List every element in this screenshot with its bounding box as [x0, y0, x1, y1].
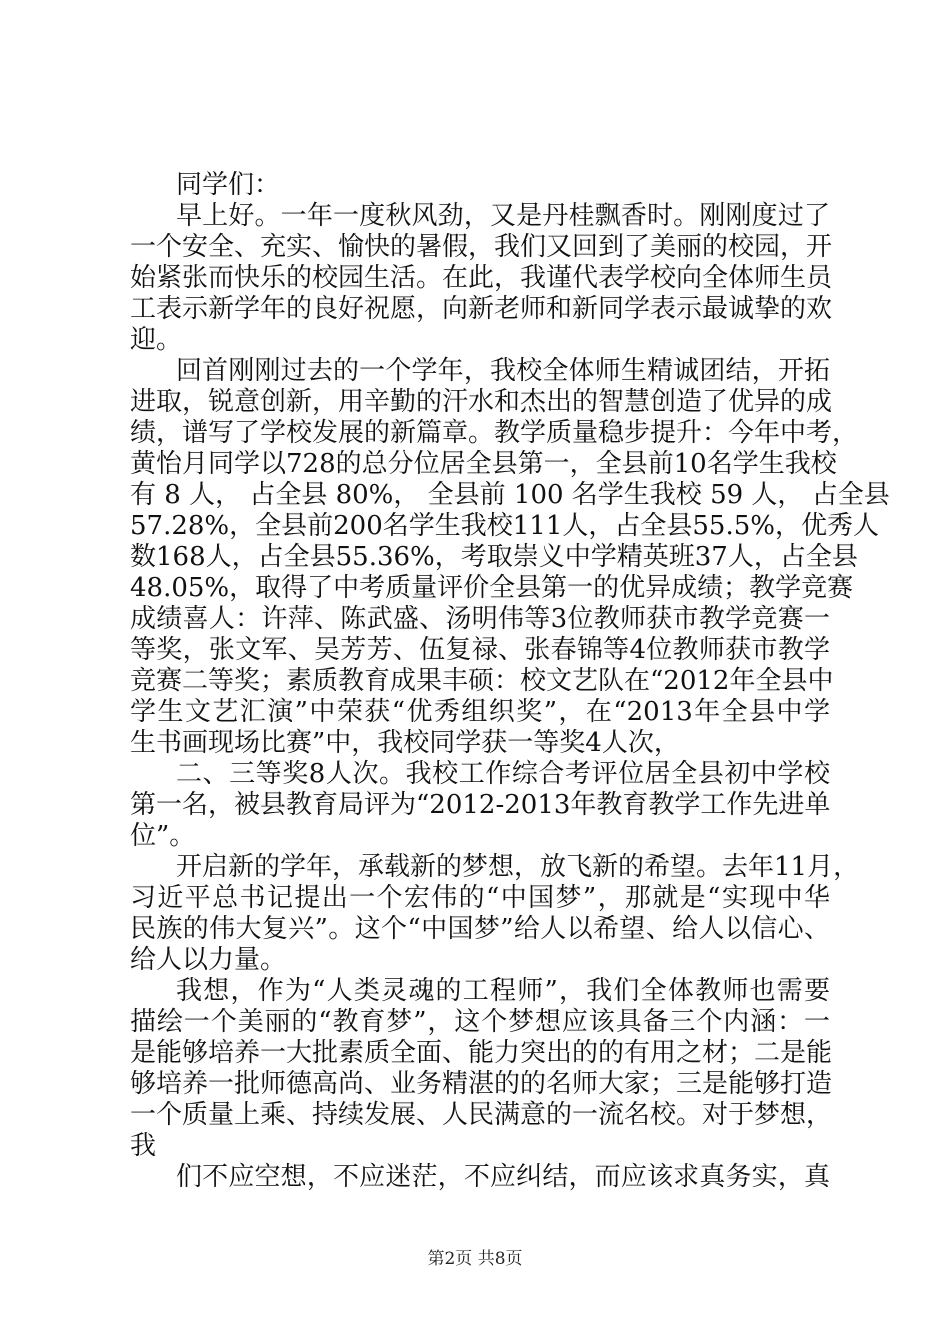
text-line: 生书画现场比赛”中，我校同学获一等奖4人次，	[130, 728, 680, 758]
text-line: 数168人，占全县55.36%，考取崇义中学精英班37人，占全县	[130, 542, 858, 572]
text-line: 竞赛二等奖；素质教育成果丰硕：校文艺队在“2012年全县中	[130, 666, 834, 696]
text-line: 学生文艺汇演”中荣获“优秀组织奖”，在“2013年全县中学	[130, 697, 830, 727]
text-line: 回首刚刚过去的一个学年，我校全体师生精诚团结，开拓	[176, 356, 830, 386]
text-line: 始紧张而快乐的校园生活。在此，我谨代表学校向全体师生员	[130, 263, 833, 293]
text-line: 习近平总书记提出一个宏伟的“中国梦”，那就是“实现中华	[130, 883, 830, 913]
text-line: 48.05%，取得了中考质量评价全县第一的优异成绩；教学竞赛	[130, 573, 854, 603]
text-line: 等奖，张文军、吴芳芳、伍复禄、张春锦等4位教师获市教学	[130, 635, 830, 665]
text-line: 描绘一个美丽的“教育梦”，这个梦想应该具备三个内涵：一	[130, 1007, 830, 1037]
text-line: 同学们：	[176, 170, 281, 200]
text-line: 绩，谱写了学校发展的新篇章。教学质量稳步提升：今年中考，	[130, 418, 859, 448]
text-line: 早上好。一年一度秋风劲，又是丹桂飘香时。刚刚度过了	[176, 201, 830, 231]
text-line: 我	[130, 1131, 157, 1161]
text-line: 第一名，被县教育局评为“2012-2013年教育教学工作先进单	[130, 790, 831, 820]
text-line: 们不应空想，不应迷茫，不应纠结，而应该求真务实，真	[176, 1162, 830, 1192]
text-line: 57.28%，全县前200名学生我校111人，占全县55.5%，优秀人	[130, 511, 879, 541]
text-line: 成绩喜人：许萍、陈武盛、汤明伟等3位教师获市教学竞赛一	[130, 604, 830, 634]
text-line: 我想，作为“人类灵魂的工程师”，我们全体教师也需要	[176, 976, 830, 1006]
text-line: 够培养一批师德高尚、业务精湛的的名师大家；三是能够打造	[130, 1069, 833, 1099]
text-line: 黄怡月同学以728的总分位居全县第一，全县前10名学生我校	[130, 449, 837, 479]
text-line: 进取，锐意创新，用辛勤的汗水和杰出的智慧创造了优异的成	[130, 387, 833, 417]
text-line: 是能够培养一大批素质全面、能力突出的的有用之材；二是能	[130, 1038, 833, 1068]
text-line: 给人以力量。	[130, 945, 287, 975]
body-text	[130, 170, 890, 1193]
text-line: 开启新的学年，承载新的梦想，放飞新的希望。去年11月，	[176, 852, 860, 882]
text-line: 民族的伟大复兴”。这个“中国梦”给人以希望、给人以信心、	[130, 914, 830, 944]
text-line: 二、三等奖8人次。我校工作综合考评位居全县初中学校	[176, 759, 830, 789]
text-line: 一个安全、充实、愉快的暑假，我们又回到了美丽的校园，开	[130, 232, 833, 262]
text-line: 一个质量上乘、持续发展、人民满意的一流名校。对于梦想，	[130, 1100, 833, 1130]
text-line: 迎。	[130, 325, 183, 355]
text-line: 工表示新学年的良好祝愿，向新老师和新同学表示最诚挚的欢	[130, 294, 833, 324]
text-line: 位”。	[130, 821, 196, 851]
text-line: 有 8 人， 占全县 80%， 全县前 100 名学生我校 59 人， 占全县	[130, 480, 890, 510]
page-footer: 第2页 共8页	[427, 1249, 523, 1269]
